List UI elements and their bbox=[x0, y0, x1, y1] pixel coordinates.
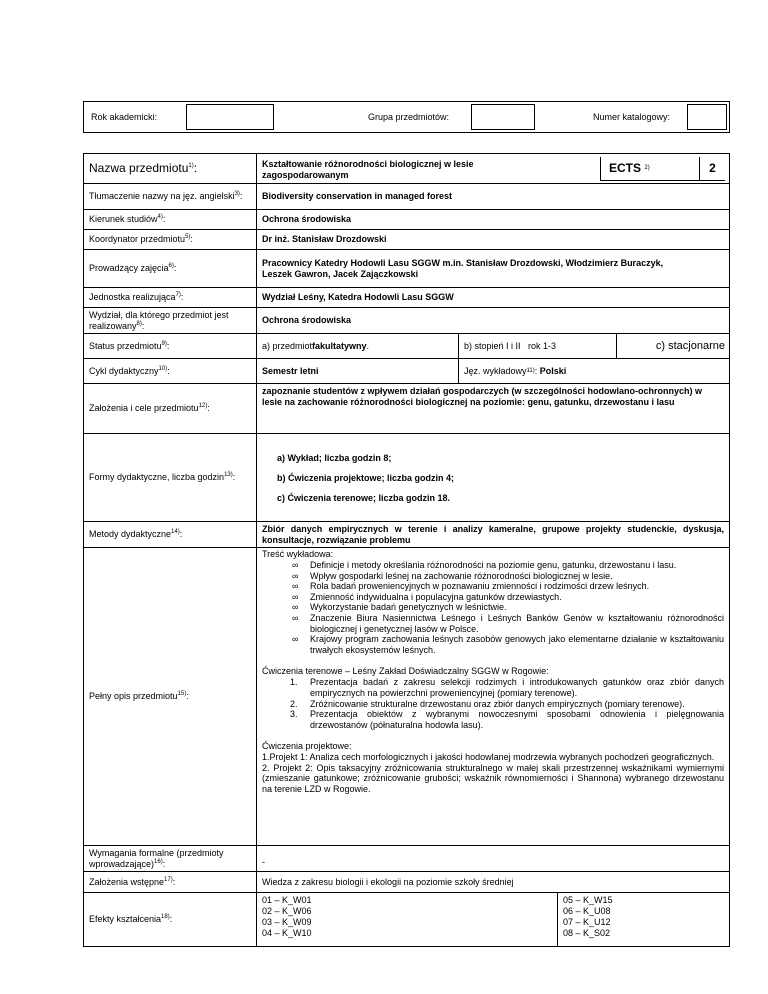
status-value-cell bbox=[257, 334, 730, 359]
list-item: ∞ Wykorzystanie badań genetycznych w leśnictwie. bbox=[292, 602, 724, 613]
list-item: 3. Prezentacja obiektów z wybranymi nowoczesnymi sposobami odnowienia i pielęgnowania drzewostanów (półnaturalna hodowla lasu). bbox=[290, 709, 724, 730]
list-item: 04 – K_W10 bbox=[262, 928, 312, 938]
wydzial-label: Wydział, dla którego przedmiot jest realizowany$^{8)}$: bbox=[84, 308, 257, 334]
jednostka-label: Jednostka realizująca$^{7)}$: bbox=[84, 288, 257, 308]
wydzial-value: Ochrona środowiska bbox=[257, 308, 730, 334]
koordynator-label: Koordynator przedmiotu$^{5)}$: bbox=[84, 230, 257, 250]
formy-label: Formy dydaktyczne, liczba godzin$^{13)}$: bbox=[84, 434, 257, 522]
kierunek-label: Kierunek studiów$^{4)}$: bbox=[84, 210, 257, 230]
list-item: 03 – K_W09 bbox=[262, 917, 312, 927]
efekty-left bbox=[257, 893, 558, 946]
list-item: 02 – K_W06 bbox=[262, 906, 312, 916]
list-item: ∞ Wpływ gospodarki leśnej na zachowanie różnorodności biologicznej w lesie. bbox=[292, 571, 724, 582]
wymagania-value: - bbox=[257, 846, 730, 872]
nazwa-value-cell bbox=[257, 154, 730, 184]
list-item: 08 – K_S02 bbox=[563, 928, 611, 938]
grupa-input[interactable] bbox=[471, 104, 535, 130]
kierunek-value: Ochrona środowiska bbox=[257, 210, 730, 230]
grupa-label: Grupa przedmiotów: bbox=[368, 112, 450, 122]
ects-box: ECTS 2) bbox=[600, 157, 699, 181]
list-item: 05 – K_W15 bbox=[563, 895, 613, 905]
cykl-value: Semestr letni bbox=[257, 359, 459, 383]
zalozenia-label: Założenia i cele przedmiotu$^{12)}$: bbox=[84, 384, 257, 434]
list-item: 1. Prezentacja badań z zakresu selekcji rodzimych i introdukowanych gatunków oraz zbiór danych empirycznych na powierzchni proweniencyjnej (pomiary terenowe). bbox=[290, 677, 724, 698]
cykl-value-cell bbox=[257, 359, 730, 384]
rok-input[interactable] bbox=[186, 104, 274, 130]
jezyk-value: Jęz. wykładowy 11) : Polski bbox=[464, 365, 567, 376]
nazwa-label-cell: Nazwa przedmiotu$^{1)}$: bbox=[84, 154, 257, 184]
terenowe-heading: Ćwiczenia terenowe – Leśny Zakład Doświadczalny SGGW w Rogowie: bbox=[262, 666, 549, 677]
cykl-label: Cykl dydaktyczny$^{10)}$: bbox=[84, 359, 257, 384]
tlumaczenie-label: Tłumaczenie nazwy na jęz. angielski$^{3)}$: bbox=[84, 184, 257, 210]
list-item: ∞ Krajowy program zachowania leśnych zasobów genowych jako elementarne działanie w kształtowaniu trwałych ekosystemów leśnych. bbox=[292, 634, 724, 655]
nazwa-value: Kształtowanie różnorodności biologicznej w lesie zagospodarowanym bbox=[262, 158, 474, 180]
prowadzacy-label: Prowadzący zajęcia$^{6)}$: bbox=[84, 250, 257, 288]
efekty-value-cell bbox=[257, 893, 730, 947]
efekty-right bbox=[558, 893, 729, 946]
jednostka-value: Wydział Leśny, Katedra Hodowli Lasu SGGW bbox=[257, 288, 730, 308]
list-item: ∞ Definicje i metody określania różnorodności na poziomie genu, gatunku, drzewostanu i lasu. bbox=[292, 560, 724, 571]
metody-value: Zbiór danych empirycznych w terenie i analizy kameralne, grupowe projekty studenckie, dyskusja, konsultacje, rozwiązanie problemu bbox=[257, 522, 730, 548]
list-item: 01 – K_W01 bbox=[262, 895, 312, 905]
projekt-2: 2. Projekt 2: Opis taksacyjny zróżnicowania strukturalnego w małej skali przestrzennej wskaźnikami wymiernymi (zmieszanie gatunkowe; zróżnicowanie grubości; wskaźnik równomierności i Shannona) wybranego drzewostanu na terenie LZD w Rogowie. bbox=[262, 762, 724, 794]
list-item: 06 – K_U08 bbox=[563, 906, 611, 916]
status-label: Status przedmiotu$^{9)}$: bbox=[84, 334, 257, 359]
list-item: 07 – K_U12 bbox=[563, 917, 611, 927]
forma-terenowe: c) Ćwiczenia terenowe; liczba godzin 18. bbox=[277, 493, 451, 503]
koordynator-value: Dr inż. Stanisław Drozdowski bbox=[257, 230, 730, 250]
lecture-list bbox=[262, 560, 724, 655]
numer-label: Numer katalogowy: bbox=[593, 112, 671, 122]
numer-input[interactable] bbox=[687, 104, 727, 130]
list-item: ∞ Zmienność indywidualna i populacyjna gatunków drzewiastych. bbox=[292, 592, 724, 603]
list-item: ∞ Znaczenie Biura Nasiennictwa Leśnego i Leśnych Banków Genów w kształtowaniu różnorodności biologicznej i genetycznej lasów w Polsce. bbox=[292, 613, 724, 634]
metody-label: Metody dydaktyczne$^{14)}$: bbox=[84, 522, 257, 548]
status-b: b) stopień I i II rok 1-3 bbox=[459, 334, 617, 358]
opis-label: Pełny opis przedmiotu$^{15)}$: bbox=[84, 548, 257, 846]
zalozenia-value: zapoznanie studentów z wpływem działań gospodarczych (w szczególności hodowlano-ochronnych) w lesie na zachowanie różnorodności biologicznej na poziomie: genu, gatunku, drzewostanu i lasu bbox=[257, 384, 730, 434]
prowadzacy-value: Pracownicy Katedry Hodowli Lasu SGGW m.in. Stanisław Drozdowski, Włodzimierz Buraczyk, Leszek Gawron, Jacek Zajączkowski bbox=[257, 250, 730, 288]
projektowe-heading: Ćwiczenia projektowe: bbox=[262, 741, 352, 752]
tlumaczenie-value: Biodiversity conservation in managed forest bbox=[257, 184, 730, 210]
syllabus-table bbox=[83, 153, 730, 947]
projekt-1: 1.Projekt 1: Analiza cech morfologicznych i jakości hodowlanej modrzewia wybranych pochodzeń geograficznych. bbox=[262, 751, 715, 762]
wstepne-value: Wiedza z zakresu biologii i ekologii na poziomie szkoły średniej bbox=[257, 872, 730, 893]
list-item: 2. Zróżnicowanie strukturalne drzewostanu oraz zbiór danych empirycznych (pomiary terenowe). bbox=[290, 698, 685, 709]
wymagania-label: Wymagania formalne (przedmioty wprowadzające)$^{16)}$: bbox=[84, 846, 257, 872]
rok-label: Rok akademicki: bbox=[91, 112, 158, 122]
terenowe-list bbox=[262, 677, 724, 730]
formy-value bbox=[257, 434, 730, 522]
ects-value: 2 bbox=[699, 157, 725, 181]
forma-wyklad: a) Wykład; liczba godzin 8; bbox=[277, 453, 392, 463]
wstepne-label: Założenia wstępne$^{17)}$: bbox=[84, 872, 257, 893]
list-item: ∞ Rola badań proweniencyjnych w poznawaniu zmienności i rodzimości drzew leśnych. bbox=[292, 581, 724, 592]
opis-value bbox=[257, 548, 730, 846]
tresc-heading: Treść wykładowa: bbox=[262, 549, 334, 559]
forma-projektowe: b) Ćwiczenia projektowe; liczba godzin 4; bbox=[277, 473, 455, 483]
efekty-label: Efekty kształcenia$^{18)}$: bbox=[84, 893, 257, 947]
status-a: a) przedmiot fakultatywny . bbox=[257, 334, 459, 358]
status-c: c) stacjonarne bbox=[655, 339, 725, 352]
